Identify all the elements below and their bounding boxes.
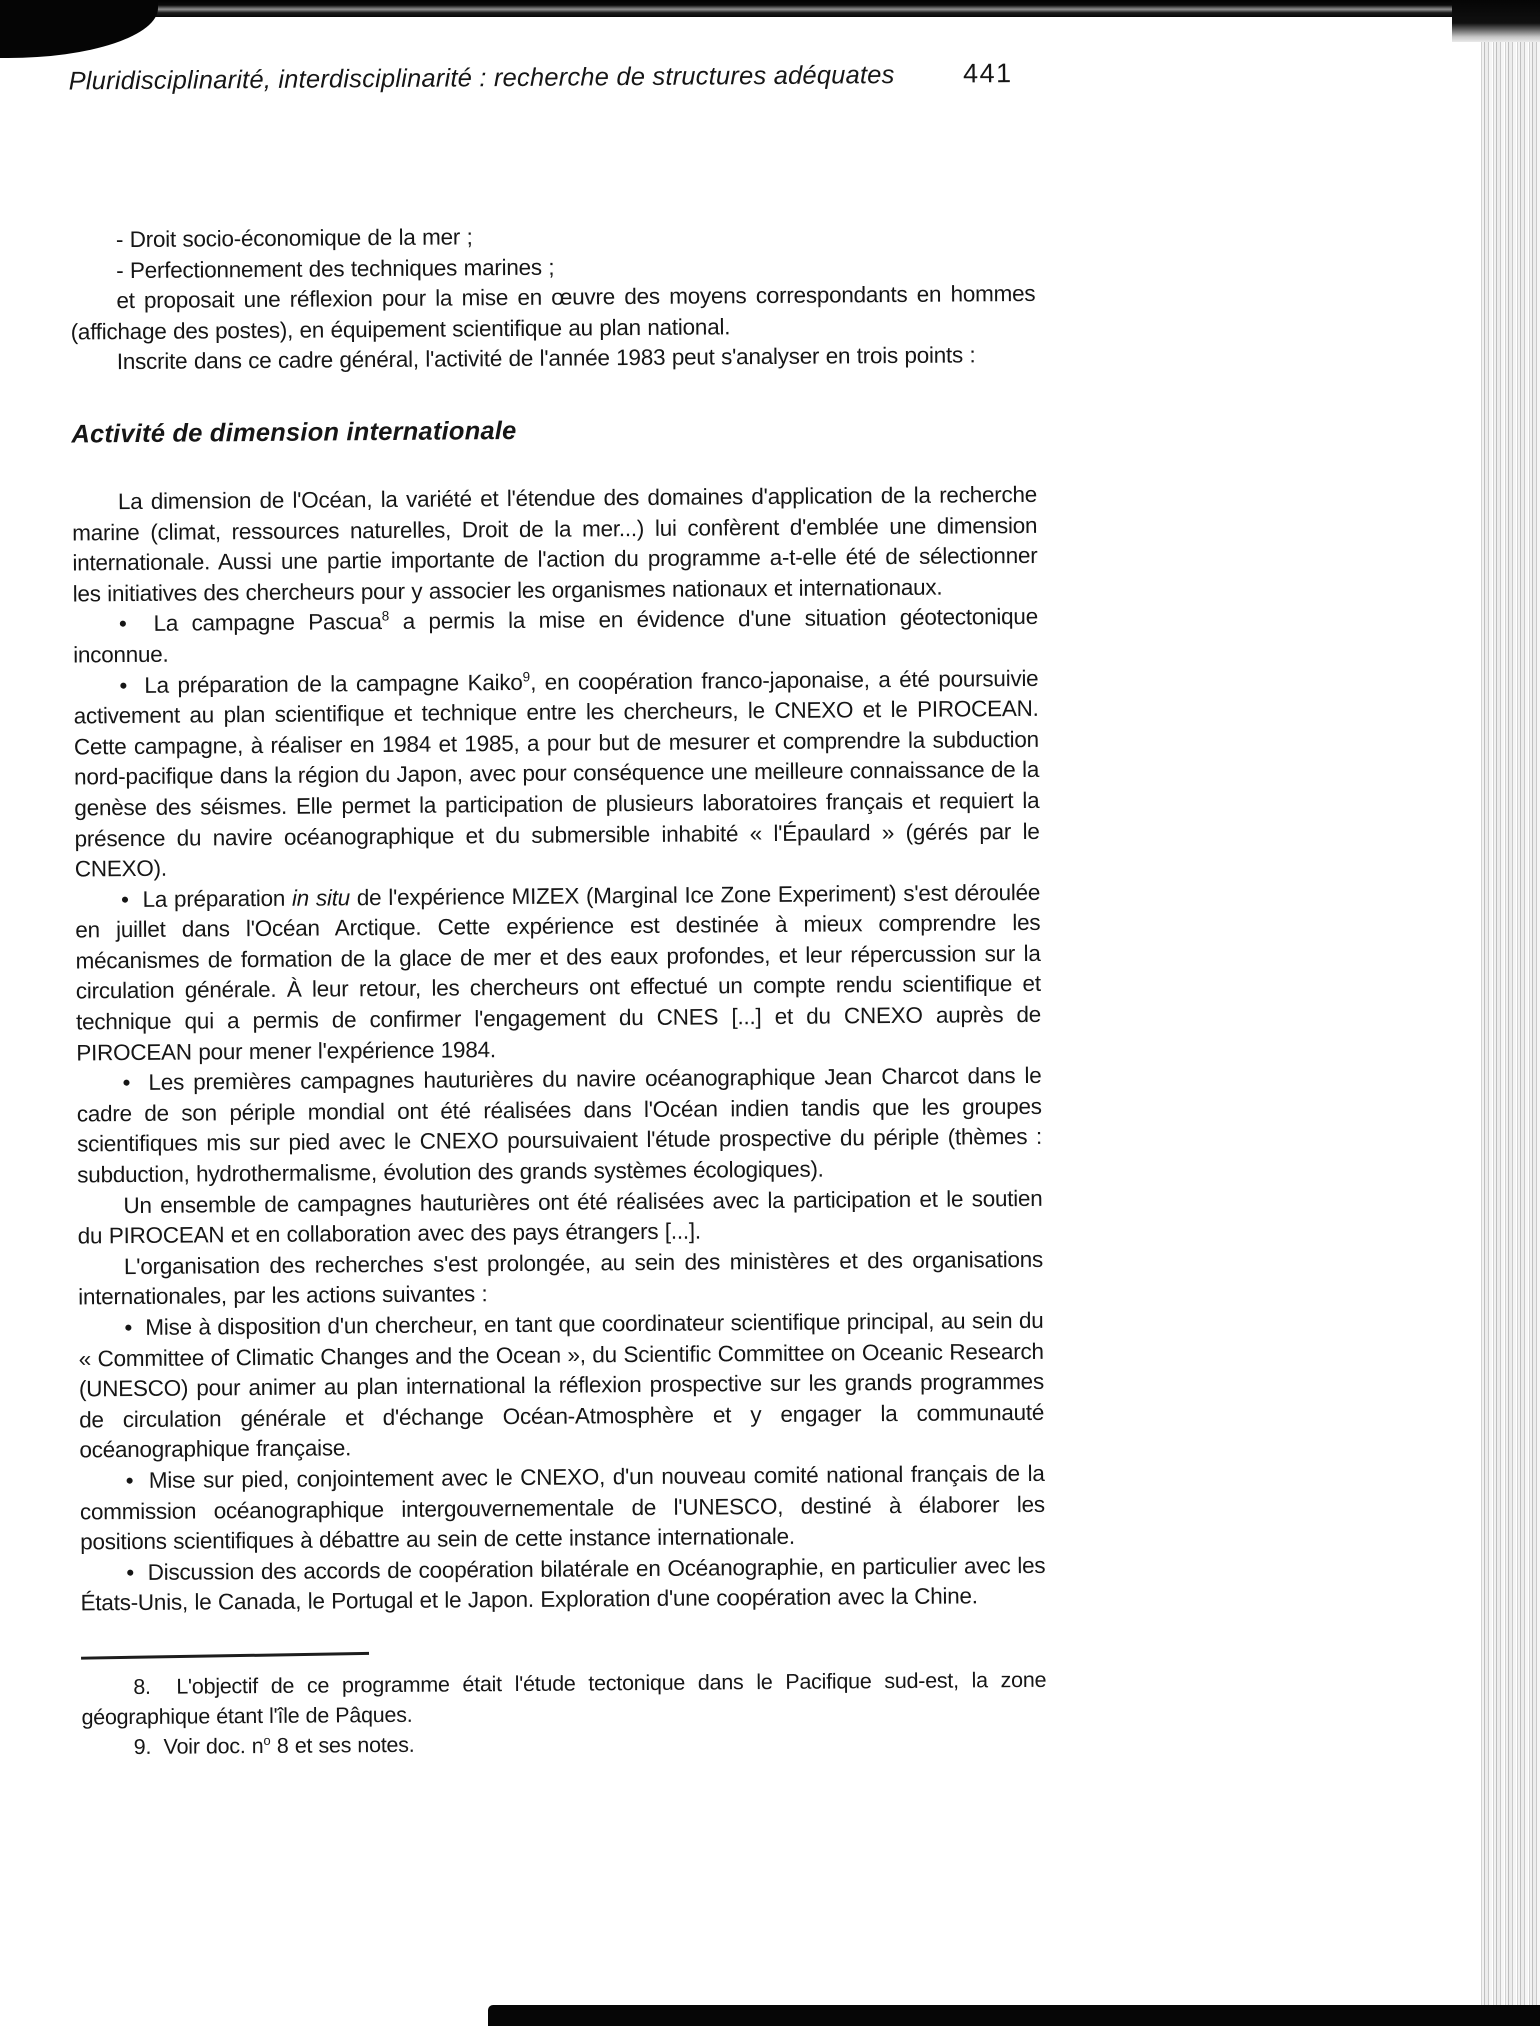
paragraph-indent bbox=[78, 1245, 1043, 1314]
paragraph-bullet bbox=[80, 1551, 1045, 1620]
italic-text: in situ bbox=[291, 884, 351, 911]
text-segment: La dimension de l'Océan, la variété et l'étendue des domaines d'application de la recherche marine (climat, ressources naturelles, Droit de la mer...) lui confèrent d'emblée une dimension internationale. Aussi une partie importante de l'action du programme a-t-elle été de sélectionner les initiatives des chercheurs pour y associer les organismes nationaux et internationaux. bbox=[72, 481, 1038, 607]
footnotes bbox=[81, 1648, 1047, 1763]
text-segment: 8 et ses notes. bbox=[270, 1732, 415, 1758]
scan-top-edge bbox=[0, 0, 1540, 17]
text-segment: • La préparation bbox=[120, 885, 293, 912]
intro-paragraphs bbox=[70, 218, 1036, 379]
section-heading: Activité de dimension internationale bbox=[71, 416, 517, 449]
superscript-footnote-ref: o bbox=[263, 1732, 271, 1748]
footnote-indent bbox=[81, 1665, 1046, 1733]
page-number: 441 bbox=[962, 58, 1013, 89]
intro-paragraph-indent bbox=[71, 340, 1036, 378]
footnote-list bbox=[81, 1665, 1047, 1763]
paragraph-indent bbox=[72, 480, 1038, 610]
text-segment: • La campagne Pascua bbox=[118, 609, 382, 637]
text-segment: - Droit socio-économique de la mer ; bbox=[115, 224, 473, 253]
text-segment: a permis la mise en évidence d'une situation géotectonique inconnue. bbox=[73, 604, 1039, 668]
text-segment: • Mise sur pied, conjointement avec le CNEXO, d'un nouveau comité national français de la commission océanographique intergouvernementale de l'UNESCO, destiné à élaborer les positions scientifiques à débattre au sein de cette instance internationale. bbox=[79, 1460, 1045, 1555]
paragraph-bullet bbox=[78, 1306, 1044, 1467]
text-segment: , en coopération franco-japonaise, a été poursuivie activement au plan scientifique et technique entre les chercheurs, le CNEXO et le PIROCEAN. Cette campagne, à réaliser en 1984 et 1985, a pour but de mesurer et comprendre la subduction nord-pacifique dans la région du Japon, avec pour conséquence une meilleure connaissance de la genèse des séismes. Elle permet la participation de plusieurs laboratoires français et requiert la présence du navire océanographique et du submersible inhabité « l'Épaulard » (gérés par le CNEXO). bbox=[73, 665, 1040, 882]
text-segment: • Les premières campagnes hauturières du navire océanographique Jean Charcot dans le cadre de son périple mondial ont été réalisées dans l'Océan indien tandis que les groupes scientifiques mis sur pied avec le CNEXO poursuivaient l'étude prospective du périple (thèmes : subduction, hydrothermalisme, évolution des grands systèmes écologiques). bbox=[76, 1063, 1043, 1188]
footnote-indent bbox=[82, 1725, 1047, 1763]
text-segment: 8. L'objectif de ce programme était l'étude tectonique dans le Pacifique sud-est, la zone géographique étant l'île de Pâques. bbox=[81, 1667, 1047, 1730]
superscript-footnote-ref: 8 bbox=[381, 608, 390, 624]
text-segment: Inscrite dans ce cadre général, l'activité de l'année 1983 peut s'analyser en trois points : bbox=[116, 342, 976, 375]
text-column bbox=[70, 218, 1047, 1762]
text-segment: • Discussion des accords de coopération bilatérale en Océanographie, en particulier avec les États-Unis, le Canada, le Portugal et le Japon. Exploration d'une coopération avec la Chine. bbox=[80, 1552, 1046, 1616]
intro-paragraph-indent bbox=[70, 279, 1035, 348]
scan-top-right-corner bbox=[1452, 0, 1540, 42]
paragraph-bullet bbox=[76, 1061, 1042, 1191]
footnote-rule bbox=[81, 1652, 369, 1660]
text-segment: L'organisation des recherches s'est prolongée, au sein des ministères et des organisations internationales, par les actions suivantes : bbox=[78, 1246, 1044, 1310]
text-segment: Un ensemble de campagnes hauturières ont été réalisées avec la participation et le soutien du PIROCEAN et en collaboration avec des pays étrangers [...]. bbox=[77, 1185, 1043, 1249]
book-page-edges bbox=[1480, 0, 1540, 2026]
paragraph-bullet bbox=[73, 602, 1038, 671]
text-segment: 9. Voir doc. n bbox=[133, 1733, 264, 1759]
paragraph-indent bbox=[77, 1183, 1042, 1252]
scan-bottom-edge bbox=[488, 2005, 1540, 2026]
text-segment: et proposait une réflexion pour la mise en œuvre des moyens correspondants en hommes (affichage des postes), en équipement scientifique au plan national. bbox=[70, 281, 1036, 345]
paragraph-bullet bbox=[73, 663, 1040, 885]
running-header bbox=[69, 58, 1013, 96]
paragraph-bullet bbox=[80, 1459, 1046, 1558]
text-segment: de l'expérience MIZEX (Marginal Ice Zone Experiment) s'est déroulée en juillet dans l'Océan Arctique. Cette expérience est destinée à mieux comprendre les mécanismes de formation de la glace de mer et des eaux profondes, et leur répercussion sur la circulation générale. À leur retour, les chercheurs ont effectué un compte rendu scientifique et technique qui a permis de confirmer l'engagement du CNES [...] et du CNEXO auprès de PIROCEAN pour mener l'expérience 1984. bbox=[75, 879, 1042, 1066]
text-segment: • La préparation de la campagne Kaiko bbox=[119, 669, 523, 698]
paragraph-bullet bbox=[75, 878, 1041, 1069]
section-paragraphs bbox=[72, 480, 1046, 1620]
text-segment: - Perfectionnement des techniques marines ; bbox=[116, 254, 555, 283]
running-header-title: Pluridisciplinarité, interdisciplinarité : recherche de structures adéquates bbox=[68, 60, 895, 96]
text-segment: • Mise à disposition d'un chercheur, en tant que coordinateur scientifique principal, au sein du « Committee of Climatic Changes and the Ocean », du Scientific Committee on Oceanic Research (UNESCO) pour animer au plan international la réflexion prospective sur les grands programmes de circulation générale et d'échange Océan-Atmosphère et y engager la communauté océanographique française. bbox=[78, 1307, 1045, 1463]
superscript-footnote-ref: 9 bbox=[522, 668, 531, 684]
